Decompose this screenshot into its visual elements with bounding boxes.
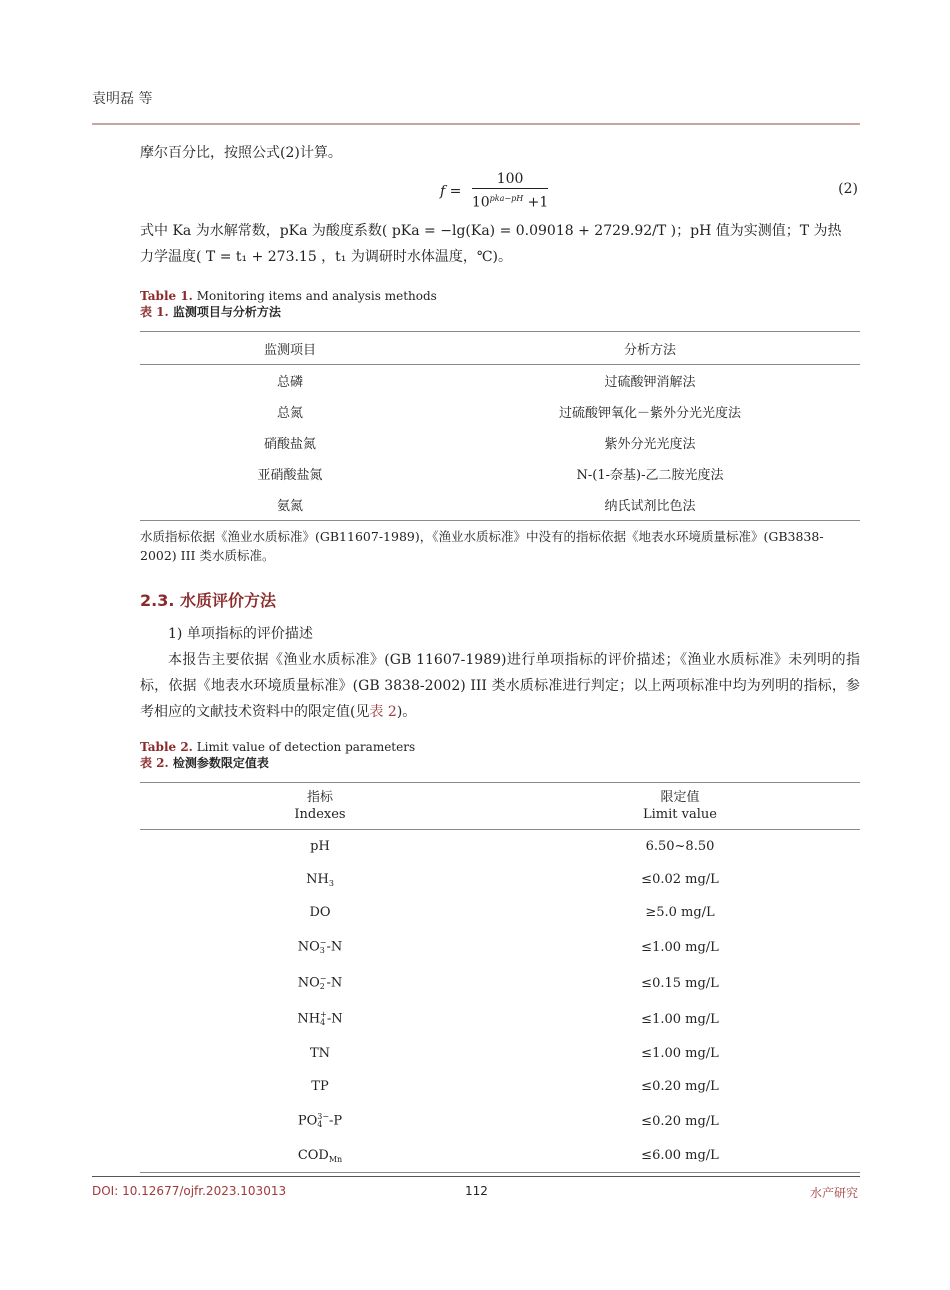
intro-line: 摩尔百分比，按照公式(2)计算。 [140, 145, 342, 161]
table2-limit: ≥5.0 mg/L [645, 905, 715, 920]
ka-line-2: 力学温度( T = t₁ + 273.15 ，t₁ 为调研时水体温度，℃)。 [140, 249, 512, 265]
section-number: 2.3. [140, 591, 175, 610]
formula-numerator: 100 [472, 170, 548, 189]
section-title: 水质评价方法 [180, 591, 277, 610]
table2-limit: ≤1.00 mg/L [641, 1011, 719, 1027]
equation-number: (2) [838, 181, 858, 197]
table2-limit: ≤0.02 mg/L [641, 872, 719, 887]
footer-rule [92, 1176, 860, 1177]
section-heading [140, 588, 276, 611]
body-text-end: )。 [396, 704, 417, 720]
table1-item: 硝酸盐氮 [263, 437, 316, 452]
table-row [140, 1001, 860, 1037]
table2-limit: ≤0.20 mg/L [641, 1113, 719, 1129]
table1-item: 总氮 [276, 406, 303, 421]
table2-header-limit [500, 783, 860, 830]
table2-index: NO − 3 -N [297, 938, 343, 955]
table-row [140, 458, 860, 489]
table2-limit: ≤6.00 mg/L [641, 1148, 719, 1163]
table2-index: PO 3− 4 -P [297, 1112, 343, 1129]
table1-method: 纳氏试剂比色法 [604, 499, 696, 514]
table2-limit: ≤1.00 mg/L [641, 1046, 719, 1061]
table2-title-en: Limit value of detection parameters [196, 740, 416, 754]
formula-lhs: f = [440, 183, 462, 200]
table2-title-zh: 检测参数限定值表 [172, 756, 269, 770]
table-row [140, 1103, 860, 1139]
table1-note: 水质指标依据《渔业水质标准》(GB11607-1989)，《渔业水质标准》中没有的指标依据《地表水环境质量标准》(GB3838-2002) III 类水质标准。 [140, 529, 824, 563]
table-row [140, 830, 860, 864]
table-row [140, 1070, 860, 1103]
table-row [140, 1037, 860, 1070]
table2-label-zh: 表 2. [140, 756, 169, 770]
table1-method: N-(1-奈基)-乙二胺光度法 [576, 468, 724, 483]
ka-line-1: 式中 Ka 为水解常数，pKa 为酸度系数( pKa = −lg(Ka) = 0.09018 + 2729.92/T )；pH 值为实测值；T 为热 [140, 223, 842, 239]
table2-index: $COD_{Mn}$ [297, 1147, 343, 1164]
table-row [140, 365, 860, 397]
ka-paragraph [140, 218, 860, 270]
table-row [140, 489, 860, 521]
table1-item: 亚硝酸盐氮 [257, 468, 323, 483]
subheading: 1) 单项指标的评价描述 [168, 626, 313, 642]
table1-header-method: 分析方法 [440, 332, 860, 365]
table1-label-en: Table 1. [140, 289, 193, 303]
table-row [140, 427, 860, 458]
formula-2 [440, 170, 548, 213]
table-row [140, 1139, 860, 1173]
table2-limit: ≤0.20 mg/L [641, 1079, 719, 1094]
table1-item: 总磷 [276, 375, 303, 390]
table2-limit: ≤0.15 mg/L [641, 975, 719, 991]
header-en: Limit value [643, 807, 717, 822]
table2-index: NO − 2 -N [297, 974, 343, 991]
table-row [140, 863, 860, 896]
table1-method: 紫外分光光度法 [604, 437, 696, 452]
table1-item: 氨氮 [276, 499, 303, 514]
table-row [140, 965, 860, 1001]
table1-label-zh: 表 1. [140, 305, 169, 319]
footer-page-number: 112 [465, 1184, 488, 1198]
table2-index: $NH_3$ [306, 871, 334, 888]
table2-limit: 6.50~8.50 [645, 839, 715, 854]
table2-index: pH [310, 839, 330, 854]
table1-caption [140, 288, 437, 320]
table1-title-en: Monitoring items and analysis methods [196, 289, 437, 303]
table1 [140, 331, 860, 521]
table2-index: TN [309, 1046, 331, 1061]
table2-index: NH + 4 -N [297, 1010, 343, 1027]
table2-index: TP [311, 1079, 329, 1094]
table2-label-en: Table 2. [140, 740, 193, 754]
table2 [140, 782, 860, 1173]
formula-denominator [472, 189, 548, 213]
footer-journal: 水产研究 [809, 1186, 858, 1200]
header-rule [92, 123, 860, 125]
footer-doi[interactable]: DOI: 10.12677/ojfr.2023.103013 [92, 1184, 287, 1198]
formula-den-exp: pka−pH [489, 194, 524, 203]
body-text: 本报告主要依据《渔业水质标准》(GB 11607-1989)进行单项指标的评价描述；《渔业水质标准》未列明的指标，依据《地表水环境质量标准》(GB 3838-2002) III 类水质标准进行判定；以上两项标准中均为列明的指标，参考相应的文献技术资料中的限定值(见 [140, 652, 860, 720]
body-paragraph [140, 647, 860, 725]
header-zh: 指标 [306, 790, 333, 805]
table1-method: 过硫酸钾氧化－紫外分光光度法 [558, 406, 741, 421]
table1-header-row [140, 332, 860, 365]
table2-limit: ≤1.00 mg/L [641, 939, 719, 955]
table1-title-zh: 监测项目与分析方法 [172, 305, 281, 319]
table2-header-index [140, 783, 500, 830]
table-row [140, 896, 860, 929]
table1-header-item: 监测项目 [140, 332, 440, 365]
header-zh: 限定值 [660, 790, 700, 805]
formula-fraction [472, 170, 548, 213]
running-header-author: 袁明磊 等 [92, 91, 153, 107]
formula-den-base: 10 [471, 194, 490, 211]
formula-den-tail: +1 [527, 194, 549, 211]
table-row [140, 396, 860, 427]
table2-header-row [140, 783, 860, 830]
table1-method: 过硫酸钾消解法 [604, 375, 696, 390]
table2-caption [140, 739, 415, 771]
table2-index: DO [309, 905, 331, 920]
header-en: Indexes [294, 807, 346, 822]
table2-link[interactable]: 表 2 [369, 704, 397, 720]
table-row [140, 929, 860, 965]
